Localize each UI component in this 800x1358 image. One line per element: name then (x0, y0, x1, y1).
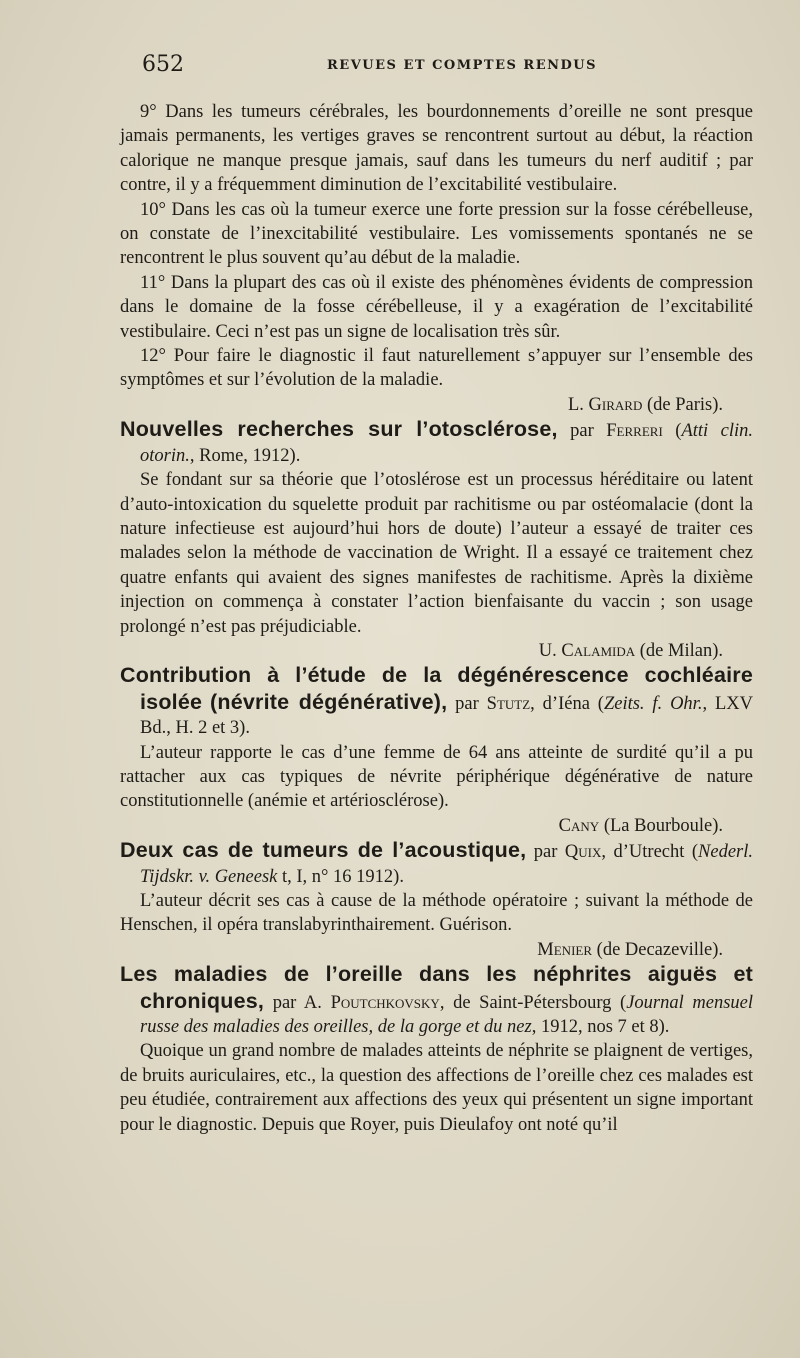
article-body-4: Quoique un grand nombre de malades atteints de néphrite se plaignent de vertiges, de bruits auriculaires, etc., la question des affections de l’oreille chez ces malades est peu étudiée, contrairement aux affections des yeux qui présentent un signe important pour le diagnostic. Depuis que Royer, puis Dieulafoy ont noté qu’il (120, 1041, 753, 1135)
paragraph-11: 11° Dans la plupart des cas où il existe des phénomènes évidents de compression dans le domaine de la fosse cérébelleuse, il y a exagération de l’excitabilité vestibulaire. Ceci n’est pas un signe de localisation très sûr. (120, 272, 753, 342)
article-source: Atti clin. otorin. (140, 421, 754, 466)
article-ref: , Rome, 1912). (189, 445, 301, 466)
article-source: Nederl. Tijdskr. v. Geneesk (140, 842, 754, 887)
article-title: Les maladies de l’oreille dans les néphrites aiguës et chroniques, (120, 962, 753, 1013)
reviewer-signature (120, 938, 753, 962)
article-par: par (570, 421, 594, 442)
reviewer-place: (de Paris). (646, 394, 723, 415)
article-ref-open: ( (675, 421, 682, 442)
article-author: Stutz (486, 693, 531, 714)
article-ref: , 1912, nos 7 et 8). (531, 1017, 670, 1038)
article-source: Zeits. f. Ohr. (603, 693, 703, 714)
reviewer-place: (de Milan). (639, 640, 723, 661)
reviewer-signature (120, 639, 753, 663)
article-body-2: L’auteur rapporte le cas d’une femme de 64 ans atteinte de surdité qu’il a pu rattacher aux cas typiques de névrite périphérique dégénérative de nature constitutionnelle (anémie et artériosclérose). (120, 742, 753, 812)
article-title: Deux cas de tumeurs de l’acoustique, (120, 838, 527, 863)
reviewer-signature (120, 393, 753, 417)
article-par: par (455, 693, 479, 714)
running-head: REVUES ET COMPTES RENDUS (327, 58, 597, 73)
paragraph-9: 9° Dans les tumeurs cérébrales, les bourdonnements d’oreille ne sont presque jamais permanents, les vertiges graves se rencontrent surtout au début, la réaction calorique ne manque presque jamais, sauf dans les tumeurs du nerf auditif ; par contre, il y a fréquemment diminution de l’excitabilité vestibulaire. (120, 102, 753, 196)
reviewer-name: U. Calamida (538, 640, 636, 661)
article-heading-3 (120, 838, 753, 889)
paragraph-10: 10° Dans les cas où la tumeur exerce une forte pression sur la fosse cérébelleuse, on constate de l’inexcitabilité vestibulaire. Les vomissements spontanés ne se rencontrent le plus souvent qu’au début de la maladie. (120, 199, 753, 269)
article-ref: t, I, n° 16 1912). (277, 866, 404, 887)
article-author: Quix (564, 842, 602, 863)
reviewer-place: (La Bourboule). (603, 815, 723, 836)
article-heading-2 (120, 663, 753, 740)
reviewer-name: Menier (537, 939, 593, 960)
reviewer-name: Cany (558, 815, 600, 836)
article-par: par (533, 842, 558, 863)
article-body-3: L’auteur décrit ses cas à cause de la méthode opératoire ; suivant la méthode de Henschen, il opéra translabyrinthairement. Guérison. (120, 891, 753, 936)
article-place: , d’Iéna ( (530, 693, 604, 714)
article-subtitle: (névrite dégénérative), (210, 689, 448, 714)
article-place: , de Saint-Pétersbourg ( (439, 992, 627, 1013)
article-body-1: Se fondant sur sa théorie que l’otoslérose est un processus héréditaire ou latent d’auto-intoxication du squelette produit par rachitisme ou par ostéomalacie (dont la nature infectieuse est aujourd’hui hors de doute) l’auteur a essayé de traiter ces malades selon la méthode de vaccination de Wright. Il a essayé ce traitement chez quatre enfants qui avaient des signes manifestes de rachitisme. Après la dixième injection on commença à constater l’action bienfaisante du vaccin ; son usage prolongé n’est pas préjudiciable. (120, 470, 753, 637)
reviewer-name: L. Girard (567, 394, 643, 415)
article-author: Poutchkovsky (330, 992, 440, 1013)
article-heading-1 (120, 417, 753, 468)
paragraph-12: 12° Pour faire le diagnostic il faut naturellement s’appuyer sur l’ensemble des symptômes et sur l’évolution de la maladie. (120, 346, 753, 391)
article-title: Contribution à l’étude de la dégénérescence cochléaire isolée (120, 663, 753, 714)
article-source: Journal mensuel russe des maladies des oreilles, de la gorge et du nez (140, 992, 753, 1038)
page-header (142, 52, 752, 82)
body-text (120, 100, 753, 1137)
article-title: Nouvelles recherches sur l’otosclérose, (120, 417, 558, 442)
article-author: Ferreri (606, 421, 663, 442)
article-ref: , LXV Bd., H. 2 et 3). (140, 693, 753, 739)
page-number: 652 (142, 52, 184, 77)
reviewer-place: (de Decazeville). (596, 939, 723, 960)
article-par: par A. (272, 992, 322, 1013)
reviewer-signature (120, 814, 753, 838)
article-place: , d’Utrecht ( (601, 842, 699, 863)
article-heading-4 (120, 962, 753, 1039)
